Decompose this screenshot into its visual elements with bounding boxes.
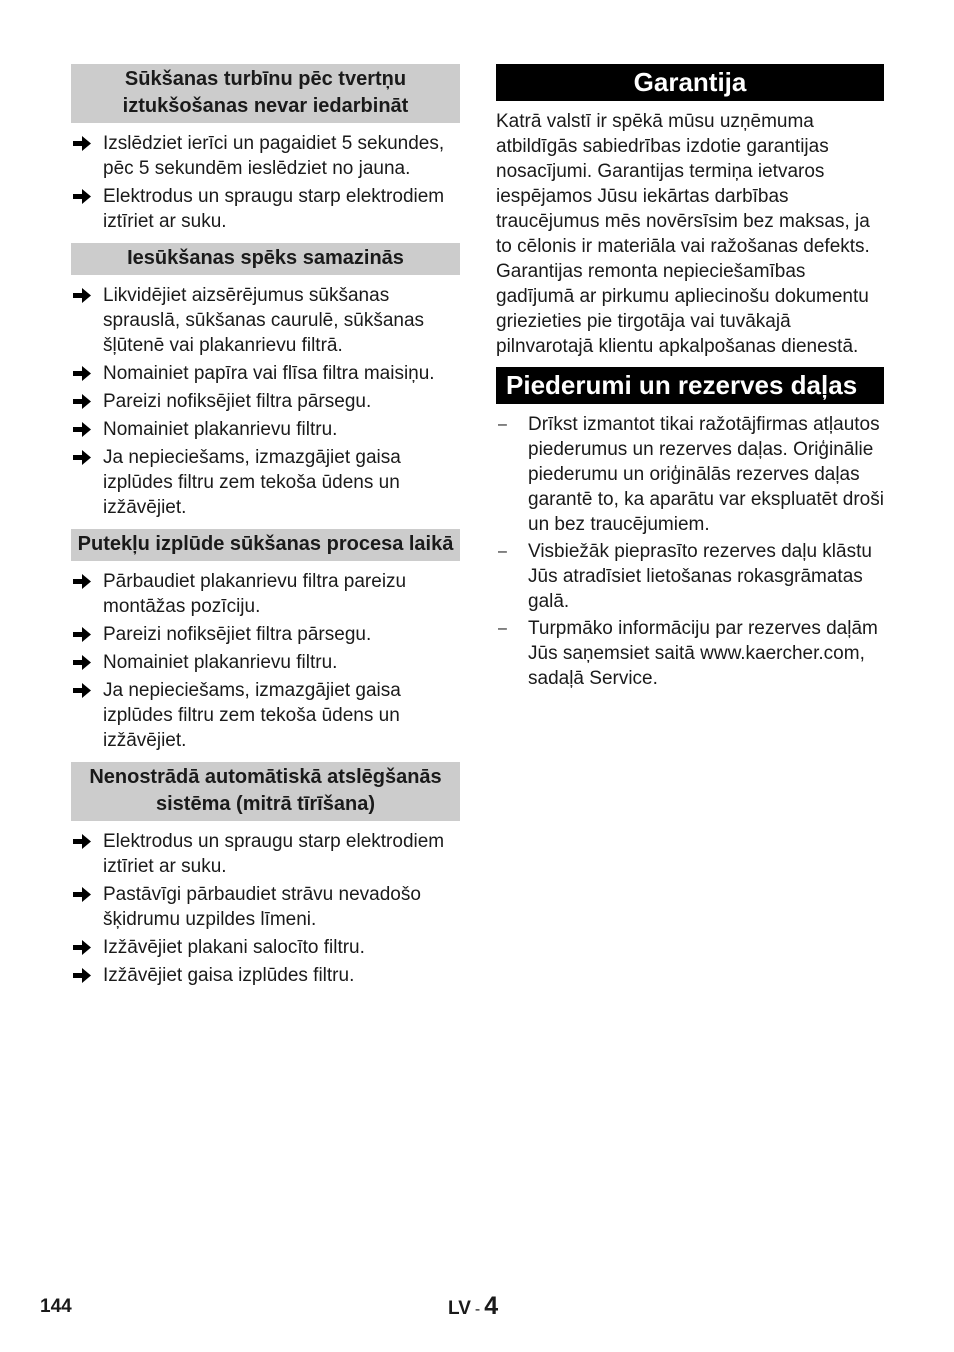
list-item-text: Pareizi nofiksējiet filtra pārsegu. bbox=[103, 391, 372, 412]
dash-marker: – bbox=[498, 416, 507, 433]
arrow-right-icon bbox=[73, 887, 91, 902]
list-item bbox=[71, 184, 460, 234]
section-heading: Nenostrādā automātiskā atslēgšanās sistēma (mitrā tīrīšana) bbox=[71, 762, 460, 821]
arrow-right-icon bbox=[73, 422, 91, 437]
list-item-text: Turpmāko informāciju par rezerves daļām Jūs saņemsiet saitā www.kaercher.com, sadaļā Service. bbox=[528, 618, 878, 689]
page-number: 144 bbox=[40, 1296, 72, 1317]
warranty-heading: Garantija bbox=[496, 64, 884, 101]
list-item bbox=[71, 283, 460, 358]
list-item-text: Pārbaudiet plakanrievu filtra pareizu montāžas pozīciju. bbox=[103, 571, 407, 617]
list-item bbox=[71, 445, 460, 520]
list-item-text: Nomainiet plakanrievu filtru. bbox=[103, 652, 338, 673]
list-item bbox=[71, 389, 460, 414]
section-heading: Putekļu izplūde sūkšanas procesa laikā bbox=[71, 529, 460, 561]
footer-separator: - bbox=[474, 1301, 481, 1318]
section-number: 4 bbox=[484, 1292, 499, 1320]
arrow-right-icon bbox=[73, 940, 91, 955]
list-item bbox=[496, 616, 884, 691]
arrow-right-icon bbox=[73, 136, 91, 151]
list-item-text: Elektrodus un spraugu starp elektrodiem iztīriet ar suku. bbox=[103, 186, 445, 232]
list-item bbox=[71, 829, 460, 879]
list-item-text: Pastāvīgi pārbaudiet strāvu nevadošo šķidrumu uzpildes līmeni. bbox=[103, 884, 421, 930]
list-item bbox=[496, 412, 884, 537]
list-item-text: Nomainiet plakanrievu filtru. bbox=[103, 419, 338, 440]
arrow-right-icon bbox=[73, 627, 91, 642]
arrow-right-icon bbox=[73, 450, 91, 465]
list-item-text: Drīkst izmantot tikai ražotājfirmas atļautos piederumus un rezerves daļas. Oriģinālie piederumu un oriģinālās rezerves daļas garantē to, ka aparātu var ekspluatēt droši un bez traucējumiem. bbox=[528, 414, 884, 535]
arrow-right-icon bbox=[73, 288, 91, 303]
instruction-list bbox=[71, 821, 460, 997]
list-item bbox=[71, 622, 460, 647]
arrow-right-icon bbox=[73, 968, 91, 983]
list-item bbox=[71, 935, 460, 960]
list-item bbox=[71, 882, 460, 932]
list-item-text: Izžāvējiet gaisa izplūdes filtru. bbox=[103, 965, 355, 986]
instruction-list bbox=[71, 123, 460, 243]
list-item-text: Pareizi nofiksējiet filtra pārsegu. bbox=[103, 624, 372, 645]
section-heading: Sūkšanas turbīnu pēc tvertņu iztukšošanas nevar iedarbināt bbox=[71, 64, 460, 123]
list-item bbox=[71, 650, 460, 675]
left-column bbox=[71, 64, 460, 997]
section-heading: Iesūkšanas spēks samazinās bbox=[71, 243, 460, 275]
arrow-right-icon bbox=[73, 574, 91, 589]
section-label bbox=[448, 1292, 498, 1321]
list-item-text: Likvidējiet aizsērējumus sūkšanas sprauslā, sūkšanas caurulē, sūkšanas šļūtenē vai plakanrievu filtrā. bbox=[103, 285, 425, 356]
accessories-heading: Piederumi un rezerves daļas bbox=[496, 367, 884, 404]
list-item bbox=[71, 963, 460, 988]
dash-marker: – bbox=[498, 620, 507, 637]
list-item bbox=[71, 569, 460, 619]
dash-marker: – bbox=[498, 543, 507, 560]
list-item bbox=[496, 539, 884, 614]
list-item bbox=[71, 417, 460, 442]
arrow-right-icon bbox=[73, 834, 91, 849]
language-code: LV bbox=[448, 1298, 471, 1319]
arrow-right-icon bbox=[73, 655, 91, 670]
instruction-list bbox=[71, 561, 460, 762]
list-item-text: Visbiežāk pieprasīto rezerves daļu klāstu Jūs atradīsiet lietošanas rokasgrāmatas galā. bbox=[528, 541, 872, 612]
right-column bbox=[496, 64, 884, 693]
list-item bbox=[71, 131, 460, 181]
list-item-text: Izžāvējiet plakani salocīto filtru. bbox=[103, 937, 365, 958]
list-item-text: Ja nepieciešams, izmazgājiet gaisa izplūdes filtru zem tekoša ūdens un izžāvējiet. bbox=[103, 447, 401, 518]
list-item-text: Izslēdziet ierīci un pagaidiet 5 sekundes, pēc 5 sekundēm ieslēdziet no jauna. bbox=[103, 133, 445, 179]
list-item-text: Nomainiet papīra vai flīsa filtra maisiņu. bbox=[103, 363, 435, 384]
instruction-list bbox=[71, 275, 460, 529]
list-item bbox=[71, 678, 460, 753]
list-item-text: Elektrodus un spraugu starp elektrodiem iztīriet ar suku. bbox=[103, 831, 445, 877]
arrow-right-icon bbox=[73, 394, 91, 409]
arrow-right-icon bbox=[73, 189, 91, 204]
accessories-list bbox=[496, 404, 884, 691]
list-item-text: Ja nepieciešams, izmazgājiet gaisa izplūdes filtru zem tekoša ūdens un izžāvējiet. bbox=[103, 680, 401, 751]
arrow-right-icon bbox=[73, 683, 91, 698]
arrow-right-icon bbox=[73, 366, 91, 381]
list-item bbox=[71, 361, 460, 386]
warranty-text: Katrā valstī ir spēkā mūsu uzņēmuma atbildīgās sabiedrības izdotie garantijas nosacījumi. Garantijas termiņa ietvaros iespējamos Jūsu iekārtas darbības traucējumus mēs novērsīsim bez maksas, ja to cēlonis ir materiāla vai ražošanas defekts. Garantijas remonta nepieciešamības gadījumā ar pirkumu apliecinošu dokumentu griezieties pie tirgotāja vai tuvākajā pilnvarotajā klientu apkalpošanas dienestā. bbox=[496, 111, 870, 357]
